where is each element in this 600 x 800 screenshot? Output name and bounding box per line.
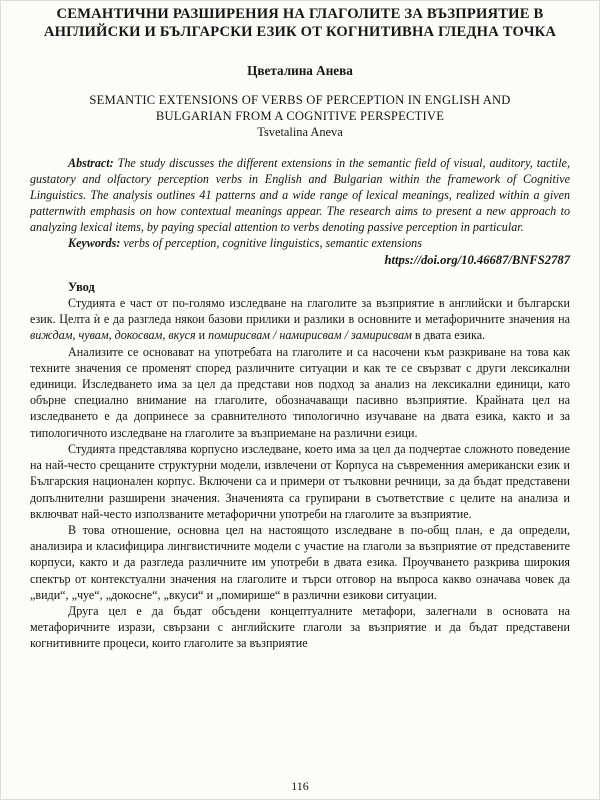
doi-text: https://doi.org/10.46687/BNFS2787 — [384, 252, 570, 267]
abstract-paragraph — [30, 155, 570, 235]
page-number: 116 — [291, 779, 309, 793]
intro-paragraph-2: Анализите се основават на употребата на глаголите и са насочени към разкриване на това как техните значения се променят според различните ситуации и как те се свързват с други лексикални единици. Изследването има за цел да представи нов подход за анализ на лексикални единици, като обърне специално внимание на глаголите, обозначаващи пасивно възприятие. Крайната цел на изследването е да допринесе за сравнителното типологично изучаване на двата езика, както и за типологичното изследване на глаголите за възприемане на различни езици. — [30, 344, 570, 440]
abstract-label: Abstract: — [68, 156, 114, 170]
article-title-bulgarian: СЕМАНТИЧНИ РАЗШИРЕНИЯ НА ГЛАГОЛИТЕ ЗА ВЪЗПРИЯТИЕ В АНГЛИЙСКИ И БЪЛГАРСКИ ЕЗИК ОТ КОГНИТИВНА ГЛЕДНА ТОЧКА — [43, 6, 557, 40]
author-name-english: Tsvetalina Aneva — [257, 125, 343, 139]
keywords-text: verbs of perception, cognitive linguistics, semantic extensions — [120, 236, 422, 251]
keywords-label: Keywords: — [68, 236, 121, 251]
intro-paragraph-3: Студията представлява корпусно изследване, което има за цел да подчертае сложното поведение на най-често срещаните структурни модели, извлечени от Корпуса на съвременния американски език и Българския национален корпус. Включени са и примери от тълковни речници, за да бъдат представени допълнителни разширени значения. Значенията са групирани в съответствие с целите на анализа и включват най-често използваните метафорични употреби на глаголите за възприятие. — [30, 441, 570, 521]
keywords-line — [30, 235, 570, 251]
article-title-english: SEMANTIC EXTENSIONS OF VERBS OF PERCEPTION IN ENGLISH AND BULGARIAN FROM A COGNITIVE PERSPECTIVE — [89, 93, 511, 123]
intro-paragraph-4: В това отношение, основна цел на настоящото изследване в по-общ план, е да определи, анализира и класифицира лингвистичните модели с участие на глаголи за възприятие от представените корпуси, както и да разгледа различните им употреби в двата езика. Проучването разкрива широкия спектър от контекстуални значения на глаголите и търси отговор на въпроса какво означава човек да „види“, „чуе“, „докосне“, „вкуси“ и „помирише“ в различни езикови ситуации. — [30, 522, 570, 602]
section-heading-uvod: Увод — [68, 279, 95, 294]
intro-paragraph-5: Друга цел е да бъдат обсъдени концептуалните метафори, залегнали в основата на метафоричните изрази, свързани с английските глаголи за възприятие и да бъдат представени когнитивните процеси, които глаголите за възприятие — [30, 603, 570, 651]
author-name-bulgarian: Цветалина Анева — [247, 63, 353, 78]
intro-paragraph-1: Студията е част от по-голямо изследване на глаголите за възприятие в английски и български език. Целта ѝ е да разгледа някои базови прилики и разлики в основните и метафоричните значения на виждам, чувам, докосвам, вкуся и помирисвам / намирисвам / замирисвам в двата езика. — [30, 296, 570, 343]
abstract-text: The study discusses the different extensions in the semantic field of visual, auditory, tactile, gustatory and olfactory perception verbs in English and Bulgarian within the framework of Cognitive Linguistics. The analysis outlines 41 patterns and a wide range of lexical meanings, realized within a given patternwith emphasis on how contextual meanings appear. The research aims to present a new approach to analyzing lexical items, by paying special attention to verbs denoting passive perception in particular. — [30, 156, 570, 235]
